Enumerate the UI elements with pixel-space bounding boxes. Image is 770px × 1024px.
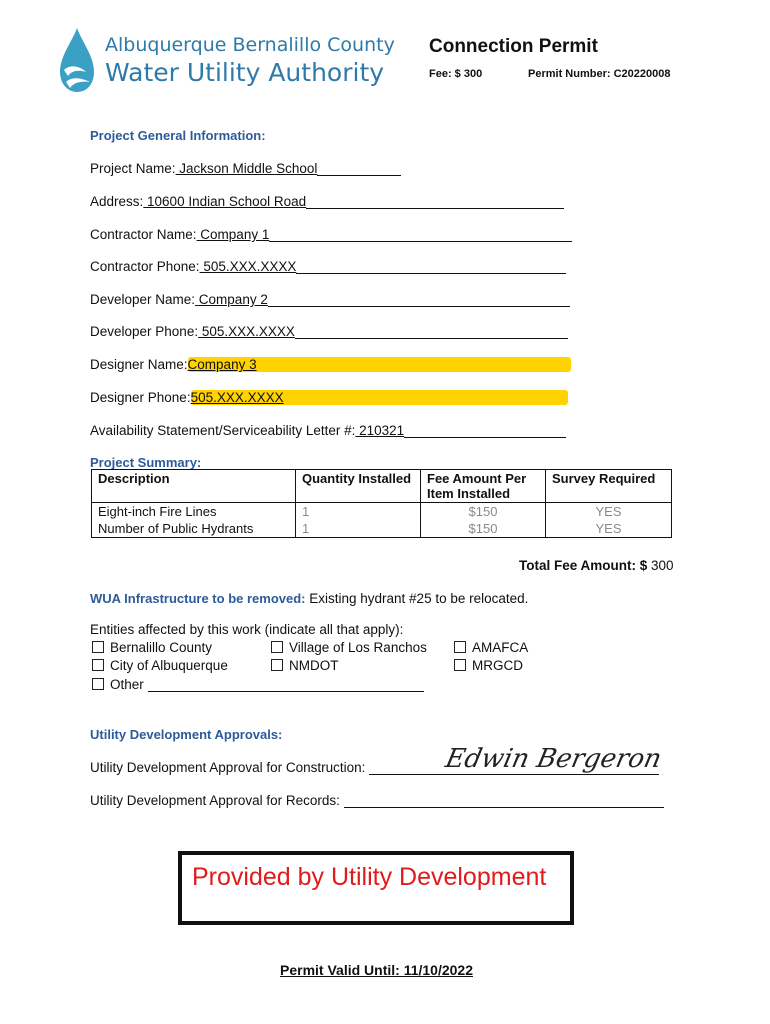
checkbox-icon	[454, 641, 466, 653]
infrastructure-line	[90, 591, 528, 606]
developer-name-value: Company 2	[195, 292, 268, 307]
permit-number: Permit Number: C20220008	[528, 68, 671, 80]
water-drop-logo-icon	[56, 26, 98, 101]
row-description: Number of Public Hydrants	[92, 520, 296, 538]
checkbox-icon	[271, 641, 283, 653]
project-name-field[interactable]	[90, 161, 401, 176]
header-fee: Fee Amount Per Item Installed	[421, 470, 546, 503]
approval-construction-label: Utility Development Approval for Construction:	[90, 760, 366, 775]
signature: Edwin Bergeron	[442, 744, 665, 774]
project-name-value: Jackson Middle School	[175, 161, 318, 176]
row-quantity[interactable]: 1	[296, 520, 421, 538]
designer-phone-value: 505.XXX.XXXX	[190, 390, 284, 405]
infrastructure-label: WUA Infrastructure to be removed:	[90, 591, 306, 606]
designer-name-field[interactable]	[90, 357, 571, 372]
general-info-heading: Project General Information:	[90, 128, 266, 143]
row-fee: $150	[421, 520, 546, 538]
developer-phone-field[interactable]	[90, 324, 568, 339]
approvals-heading: Utility Development Approvals:	[90, 727, 283, 742]
address-label: Address:	[90, 194, 144, 209]
checkbox-icon	[92, 641, 104, 653]
contractor-phone-value: 505.XXX.XXXX	[199, 259, 297, 274]
row-fee: $150	[421, 503, 546, 521]
designer-phone-field[interactable]	[90, 390, 568, 405]
checkbox-city-of-albuquerque[interactable]: City of Albuquerque	[92, 658, 228, 673]
checkbox-bernalillo-county[interactable]: Bernalillo County	[92, 640, 212, 655]
designer-name-label: Designer Name:	[90, 357, 188, 372]
org-name-line1: Albuquerque Bernalillo County	[105, 34, 395, 56]
developer-phone-value: 505.XXX.XXXX	[198, 324, 295, 339]
header-quantity: Quantity Installed	[296, 470, 421, 503]
row-quantity[interactable]: 1	[296, 503, 421, 521]
row-description: Eight-inch Fire Lines	[92, 503, 296, 521]
total-fee-label: Total Fee Amount: $	[519, 558, 648, 573]
designer-phone-label: Designer Phone:	[90, 390, 191, 405]
checkbox-icon	[271, 659, 283, 671]
permit-title: Connection Permit	[429, 36, 598, 57]
total-fee-value: 300	[651, 558, 674, 573]
project-summary-heading: Project Summary:	[90, 455, 202, 470]
entities-intro: Entities affected by this work (indicate all that apply):	[90, 622, 404, 637]
checkbox-mrgcd[interactable]: MRGCD	[454, 658, 523, 673]
checkbox-nmdot[interactable]: NMDOT	[271, 658, 339, 673]
developer-name-field[interactable]	[90, 292, 570, 307]
checkbox-icon	[92, 659, 104, 671]
availability-field[interactable]	[90, 423, 566, 438]
total-fee	[519, 558, 674, 573]
table-header-row	[92, 470, 672, 503]
table-row	[92, 520, 672, 538]
checkbox-other[interactable]: Other	[92, 677, 424, 692]
row-survey[interactable]: YES	[546, 503, 672, 521]
infrastructure-value: Existing hydrant #25 to be relocated.	[305, 591, 529, 606]
contractor-phone-label: Contractor Phone:	[90, 259, 200, 274]
project-summary-table	[91, 469, 672, 538]
other-input[interactable]	[148, 678, 424, 692]
permit-valid-until: Permit Valid Until: 11/10/2022	[280, 962, 473, 978]
designer-name-value: Company 3	[187, 357, 257, 372]
checkbox-amafca[interactable]: AMAFCA	[454, 640, 528, 655]
checkbox-icon	[454, 659, 466, 671]
contractor-phone-field[interactable]	[90, 259, 566, 274]
address-value: 10600 Indian School Road	[143, 194, 307, 209]
developer-name-label: Developer Name:	[90, 292, 196, 307]
org-name-line2: Water Utility Authority	[105, 58, 385, 87]
developer-phone-label: Developer Phone:	[90, 324, 199, 339]
permit-fee: Fee: $ 300	[429, 68, 483, 80]
project-name-label: Project Name:	[90, 161, 176, 176]
provided-by-box	[178, 851, 574, 925]
provided-by-text: Provided by Utility Development	[192, 863, 547, 891]
availability-value: 210321	[355, 423, 405, 438]
availability-label: Availability Statement/Serviceability Letter #:	[90, 423, 356, 438]
checkbox-icon	[92, 678, 104, 690]
approval-records-field[interactable]	[90, 793, 664, 808]
contractor-name-label: Contractor Name:	[90, 227, 197, 242]
table-row	[92, 503, 672, 521]
contractor-name-value: Company 1	[196, 227, 270, 242]
header-survey: Survey Required	[546, 470, 672, 503]
approval-records-label: Utility Development Approval for Records:	[90, 793, 340, 808]
header-description: Description	[92, 470, 296, 503]
contractor-name-field[interactable]	[90, 227, 572, 242]
address-field[interactable]	[90, 194, 564, 209]
row-survey[interactable]: YES	[546, 520, 672, 538]
checkbox-los-ranchos[interactable]: Village of Los Ranchos	[271, 640, 427, 655]
